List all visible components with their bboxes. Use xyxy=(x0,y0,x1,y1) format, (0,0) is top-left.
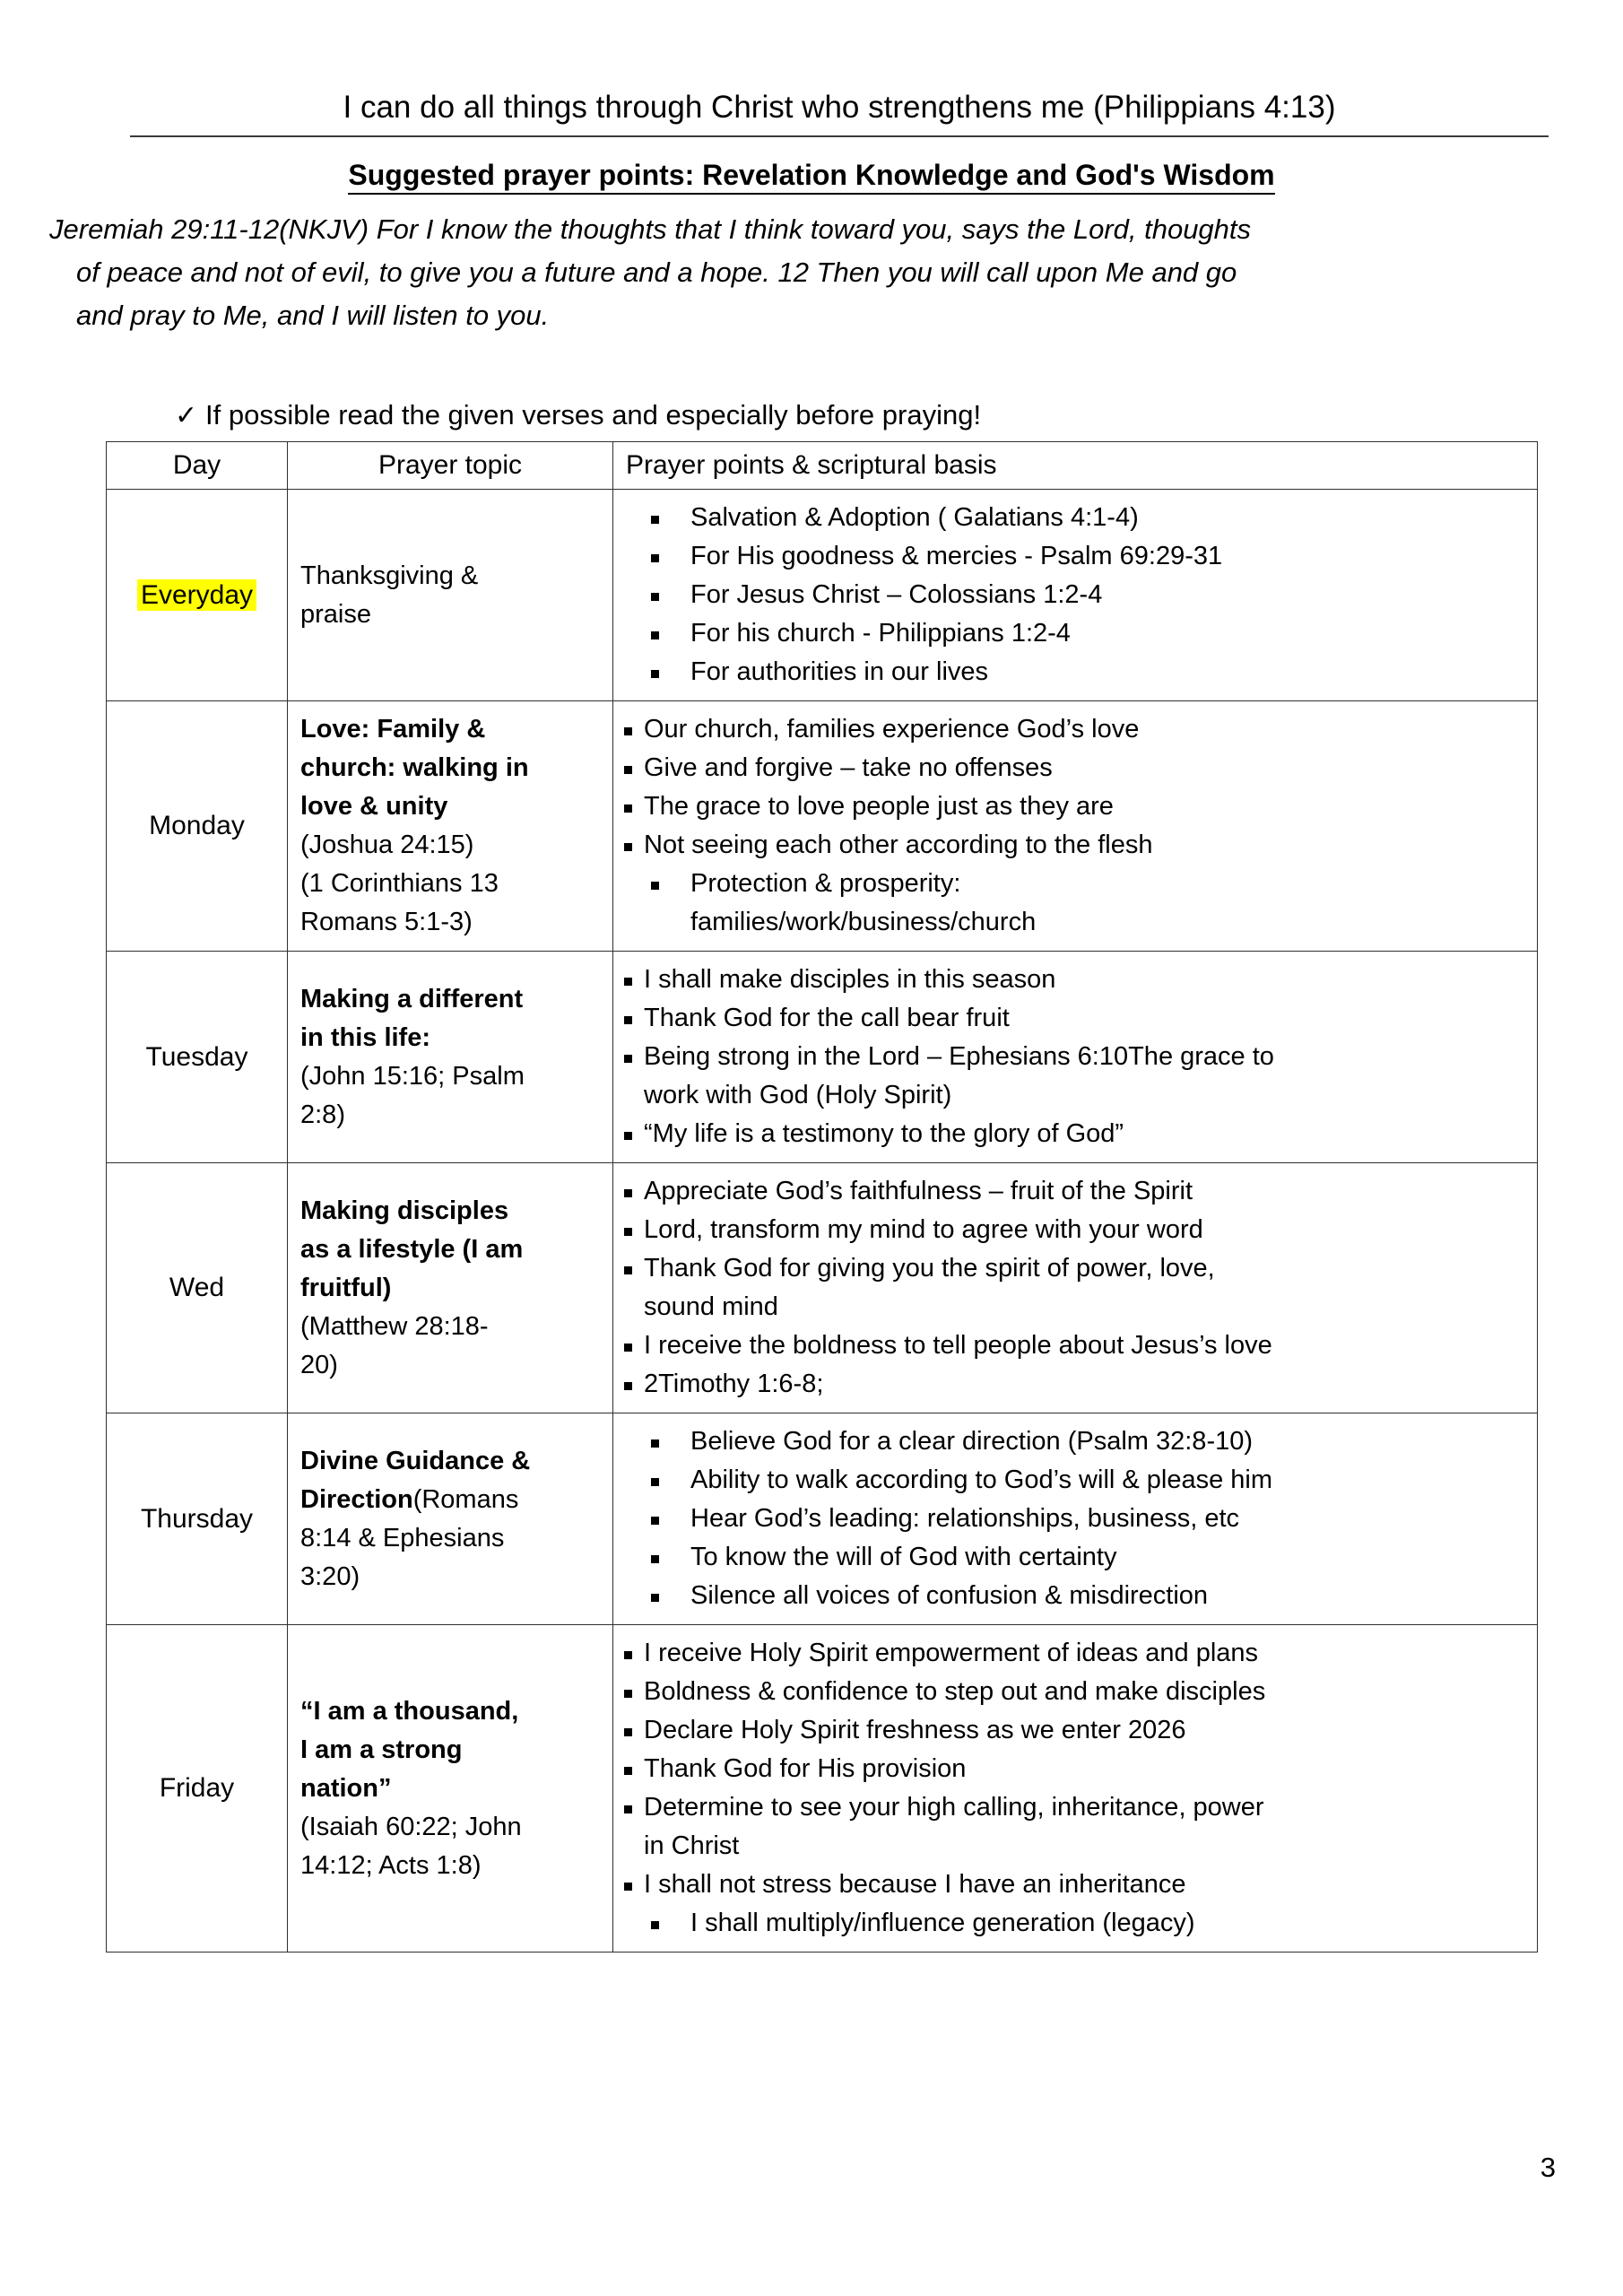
prayer-point-item xyxy=(621,1750,1530,1788)
topic-line-text: 3:20) xyxy=(300,1561,360,1591)
prayer-point-item xyxy=(621,1634,1530,1673)
day-label: Wed xyxy=(169,1273,225,1302)
topic-line xyxy=(300,1346,605,1385)
column-header-points: Prayer points & scriptural basis xyxy=(613,442,1538,490)
cell-prayer-points xyxy=(613,1413,1538,1625)
prayer-point-text: Ability to walk according to God’s will & please him xyxy=(690,1465,1273,1494)
prayer-point-item xyxy=(621,865,1530,942)
topic-line-text: I am a strong xyxy=(300,1735,463,1764)
topic-line-text: nation” xyxy=(300,1773,392,1803)
topic-line xyxy=(300,710,605,749)
topic-line-text: as a lifestyle (I am xyxy=(300,1234,524,1264)
topic-line-text: Making a different xyxy=(300,984,524,1013)
table-row xyxy=(107,490,1538,701)
prayer-point-item xyxy=(621,1577,1530,1615)
table-header-row xyxy=(107,442,1538,490)
cell-day xyxy=(107,490,288,701)
topic-line-text: Romans 5:1-3) xyxy=(300,908,473,936)
prayer-points-list xyxy=(621,1422,1530,1615)
prayer-point-item xyxy=(621,1904,1530,1943)
topic-line xyxy=(300,1519,605,1558)
prayer-point-text: Appreciate God’s faithfulness – fruit of the Spirit xyxy=(644,1177,1193,1205)
topic-line-text: (Joshua 24:15) xyxy=(300,831,474,859)
prayer-point-continuation: families/work/business/church xyxy=(690,908,1037,936)
topic-line-suffix: (Romans xyxy=(412,1484,519,1514)
cell-prayer-points xyxy=(613,1625,1538,1952)
cell-day xyxy=(107,952,288,1163)
prayer-point-item xyxy=(621,1788,1530,1866)
topic-line xyxy=(300,1770,605,1808)
topic-line xyxy=(300,1192,605,1231)
prayer-point-item xyxy=(621,749,1530,787)
topic-line xyxy=(300,1269,605,1308)
prayer-point-item xyxy=(621,1249,1530,1326)
topic-line-text: (Isaiah 60:22; John xyxy=(300,1812,522,1841)
prayer-point-item xyxy=(621,826,1530,865)
cell-prayer-topic xyxy=(288,952,613,1163)
topic-line-text: fruitful) xyxy=(300,1273,392,1302)
scripture-line-1: Jeremiah 29:11-12(NKJV) For I know the thoughts that I think toward you, says the Lord, thoughts xyxy=(49,213,1252,245)
topic-line xyxy=(300,1096,605,1135)
topic-line xyxy=(300,1019,605,1057)
scripture-line-3: and pray to Me, and I will listen to you. xyxy=(76,300,550,331)
prayer-point-text: Silence all voices of confusion & misdirection xyxy=(690,1581,1209,1610)
column-header-topic: Prayer topic xyxy=(288,442,613,490)
cell-prayer-topic xyxy=(288,1413,613,1625)
scripture-paragraph xyxy=(49,208,1574,337)
cell-prayer-topic xyxy=(288,490,613,701)
topic-line-text: 2:8) xyxy=(300,1100,345,1129)
table-row xyxy=(107,701,1538,952)
document-header xyxy=(130,88,1549,137)
prayer-point-item xyxy=(621,1115,1530,1153)
topic-line-text: Love: Family & xyxy=(300,715,486,744)
prayer-point-item xyxy=(621,1365,1530,1404)
topic-line xyxy=(300,749,605,787)
prayer-points-list xyxy=(621,1634,1530,1943)
topic-line-text: (Matthew 28:18- xyxy=(300,1311,489,1341)
prayer-point-text: Lord, transform my mind to agree with your word xyxy=(644,1215,1203,1244)
prayer-point-text: “My life is a testimony to the glory of God” xyxy=(644,1119,1124,1148)
prayer-point-item xyxy=(621,1211,1530,1249)
topic-line xyxy=(300,1692,605,1731)
topic-line xyxy=(300,787,605,826)
prayer-point-item xyxy=(621,1673,1530,1711)
header-title: I can do all things through Christ who strengthens me (Philippians 4:13) xyxy=(343,90,1336,125)
day-label: Everyday xyxy=(137,579,256,611)
topic-line xyxy=(300,865,605,903)
topic-line xyxy=(300,1847,605,1885)
topic-line-text: “I am a thousand, xyxy=(300,1696,519,1726)
prayer-point-text: Give and forgive – take no offenses xyxy=(644,753,1053,782)
prayer-point-item xyxy=(621,1538,1530,1577)
topic-line xyxy=(300,903,605,942)
day-label: Monday xyxy=(149,811,245,840)
prayer-points-list xyxy=(621,1172,1530,1404)
prayer-point-text: Salvation & Adoption ( Galatians 4:1-4) xyxy=(690,503,1139,532)
prayer-point-text: For His goodness & mercies - Psalm 69:29-31 xyxy=(690,542,1223,570)
topic-line-text: 8:14 & Ephesians xyxy=(300,1523,505,1552)
prayer-point-item xyxy=(621,614,1530,653)
prayer-point-item xyxy=(621,1038,1530,1115)
scripture-line-2: of peace and not of evil, to give you a future and a hope. 12 Then you will call upon Me and go xyxy=(76,257,1237,288)
topic-line xyxy=(300,1558,605,1596)
cell-prayer-points xyxy=(613,1163,1538,1413)
header-divider xyxy=(130,135,1549,137)
cell-prayer-points xyxy=(613,701,1538,952)
page-number: 3 xyxy=(1540,2152,1556,2183)
prayer-point-text: Declare Holy Spirit freshness as we enter 2026 xyxy=(644,1716,1186,1744)
cell-prayer-topic xyxy=(288,1625,613,1952)
prayer-point-text: Boldness & confidence to step out and make disciples xyxy=(644,1677,1266,1706)
cell-prayer-topic xyxy=(288,1163,613,1413)
topic-line-text: love & unity xyxy=(300,792,448,821)
prayer-point-text: I shall multiply/influence generation (legacy) xyxy=(690,1909,1195,1937)
prayer-point-text: I shall make disciples in this season xyxy=(644,965,1056,994)
day-label: Tuesday xyxy=(145,1041,248,1072)
prayer-point-text: To know the will of God with certainty xyxy=(690,1543,1117,1571)
prayer-point-text: Being strong in the Lord – Ephesians 6:10The grace to xyxy=(644,1042,1274,1071)
prayer-point-text: Our church, families experience God’s love xyxy=(644,715,1140,744)
prayer-point-text: For his church - Philippians 1:2-4 xyxy=(690,619,1071,648)
prayer-points-table xyxy=(106,441,1538,1952)
topic-line-text: Thanksgiving & xyxy=(300,561,479,590)
topic-line-text: Making disciples xyxy=(300,1196,509,1225)
prayer-point-item xyxy=(621,1711,1530,1750)
prayer-points-list xyxy=(621,710,1530,942)
prayer-point-text: Thank God for giving you the spirit of power, love, xyxy=(644,1254,1215,1283)
prayer-point-item xyxy=(621,710,1530,749)
cell-prayer-topic xyxy=(288,701,613,952)
prayer-point-continuation: work with God (Holy Spirit) xyxy=(644,1081,952,1109)
topic-line xyxy=(300,1731,605,1770)
prayer-point-text: Not seeing each other according to the flesh xyxy=(644,831,1153,859)
prayer-point-continuation: in Christ xyxy=(644,1831,740,1860)
table-body xyxy=(107,490,1538,1952)
topic-line xyxy=(300,1308,605,1346)
topic-line-text: 20) xyxy=(300,1350,338,1379)
prayer-points-list xyxy=(621,961,1530,1153)
topic-line xyxy=(300,980,605,1019)
read-verses-note xyxy=(175,397,981,434)
prayer-point-text: For authorities in our lives xyxy=(690,657,989,686)
topic-line-text: in this life: xyxy=(300,1022,430,1052)
page-subtitle-text: Suggested prayer points: Revelation Knowledge and God's Wisdom xyxy=(348,159,1274,195)
prayer-point-continuation: sound mind xyxy=(644,1292,778,1321)
prayer-point-text: 2Timothy 1:6-8; xyxy=(644,1370,824,1398)
day-label: Friday xyxy=(159,1773,235,1803)
prayer-point-item xyxy=(621,1422,1530,1461)
prayer-points-list xyxy=(621,499,1530,691)
prayer-point-item xyxy=(621,653,1530,691)
cell-prayer-points xyxy=(613,490,1538,701)
prayer-point-item xyxy=(621,1461,1530,1500)
prayer-point-text: I receive Holy Spirit empowerment of ideas and plans xyxy=(644,1639,1259,1667)
topic-line xyxy=(300,1808,605,1847)
prayer-point-item xyxy=(621,1172,1530,1211)
topic-line xyxy=(300,1231,605,1269)
prayer-point-text: I receive the boldness to tell people about Jesus’s love xyxy=(644,1331,1272,1360)
topic-line xyxy=(300,1481,605,1519)
table-row xyxy=(107,952,1538,1163)
topic-line xyxy=(300,1442,605,1481)
prayer-point-item xyxy=(621,999,1530,1038)
prayer-point-text: Thank God for the call bear fruit xyxy=(644,1004,1010,1032)
topic-line xyxy=(300,1057,605,1096)
topic-line xyxy=(300,596,605,634)
prayer-point-item xyxy=(621,1326,1530,1365)
table-row xyxy=(107,1413,1538,1625)
checkmark-icon: ✓ xyxy=(175,401,198,430)
prayer-point-text: Believe God for a clear direction (Psalm 32:8-10) xyxy=(690,1427,1254,1456)
cell-day xyxy=(107,1163,288,1413)
prayer-point-text: Hear God’s leading: relationships, business, etc xyxy=(690,1504,1240,1533)
page-subtitle xyxy=(0,157,1623,193)
prayer-point-item xyxy=(621,961,1530,999)
cell-day xyxy=(107,701,288,952)
column-header-day: Day xyxy=(107,442,288,490)
topic-line-text: 14:12; Acts 1:8) xyxy=(300,1850,482,1880)
table-row xyxy=(107,1625,1538,1952)
prayer-point-text: For Jesus Christ – Colossians 1:2-4 xyxy=(690,580,1103,609)
prayer-point-text: Determine to see your high calling, inheritance, power xyxy=(644,1793,1264,1822)
table-row xyxy=(107,1163,1538,1413)
topic-line-text: praise xyxy=(300,599,371,629)
topic-line-text: (1 Corinthians 13 xyxy=(300,869,499,898)
prayer-point-text: The grace to love people just as they are xyxy=(644,792,1114,821)
prayer-point-text: Thank God for His provision xyxy=(644,1754,967,1783)
prayer-point-item xyxy=(621,576,1530,614)
topic-line-text: Direction xyxy=(300,1484,413,1514)
prayer-point-item xyxy=(621,1500,1530,1538)
topic-line xyxy=(300,826,605,865)
read-verses-note-text: If possible read the given verses and especially before praying! xyxy=(205,399,982,430)
prayer-point-item xyxy=(621,1866,1530,1904)
topic-line-text: church: walking in xyxy=(300,753,529,782)
cell-day xyxy=(107,1413,288,1625)
prayer-point-text: I shall not stress because I have an inheritance xyxy=(644,1870,1186,1899)
cell-day xyxy=(107,1625,288,1952)
topic-line xyxy=(300,557,605,596)
day-label: Thursday xyxy=(140,1503,254,1534)
prayer-point-text: Protection & prosperity: xyxy=(690,869,961,898)
cell-prayer-points xyxy=(613,952,1538,1163)
topic-line-text: Divine Guidance & xyxy=(300,1446,531,1475)
topic-line-text: (John 15:16; Psalm xyxy=(300,1061,525,1091)
prayer-point-item xyxy=(621,537,1530,576)
prayer-point-item xyxy=(621,787,1530,826)
prayer-point-item xyxy=(621,499,1530,537)
